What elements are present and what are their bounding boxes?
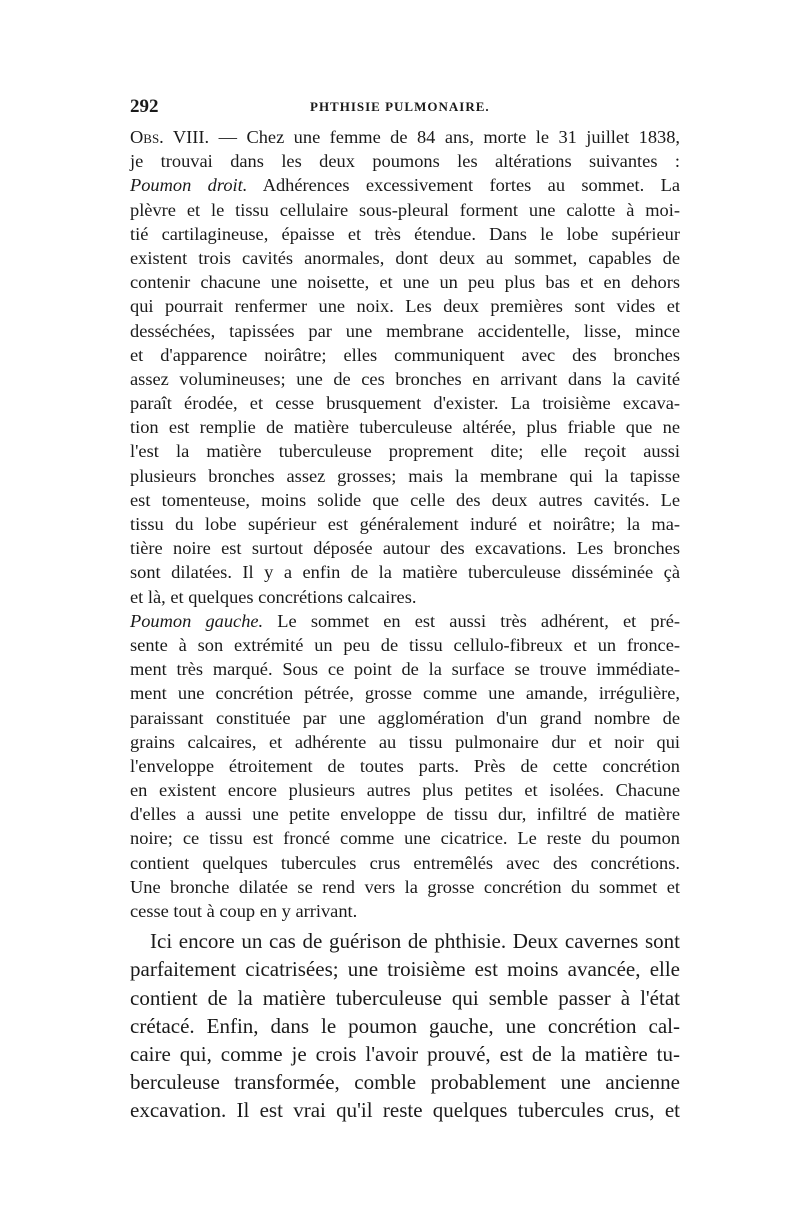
observation-line: [130, 367, 680, 391]
line-text: sente à son extrémité un peu de tissu cellulo-fibreux et un froncе-: [130, 634, 680, 655]
observation-line: [130, 609, 680, 633]
observation-line: [130, 222, 680, 246]
line-text: et là, et quelques concrétions calcaires.: [130, 586, 417, 607]
observation-line: [130, 536, 680, 560]
conclusion-line: [130, 955, 680, 983]
observation-line: [130, 585, 680, 609]
line-text: contient quelques tubercules crus entremêlés avec des concrétions.: [130, 852, 680, 873]
line-text: qui pourrait renfermer une noix. Les deux premières sont vides et: [130, 296, 680, 317]
conclusion-paragraph: [130, 927, 680, 1124]
line-text: — Chez une femme de 84 ans, morte le 31 juillet 1838,: [209, 127, 681, 147]
observation-line: [130, 826, 680, 850]
page-number: 292: [130, 96, 159, 117]
observation-line: [130, 294, 680, 318]
line-text: je trouvai dans les deux poumons les altérations suivantes :: [130, 151, 680, 172]
observation-line: [130, 439, 680, 463]
line-text: d'elles a aussi une petite enveloppe de tissu dur, infiltré de matière: [130, 804, 680, 825]
line-text: en existent encore plusieurs autres plus petites et isolées. Chacune: [130, 780, 680, 801]
observation-line: [130, 899, 680, 923]
observation-line: [130, 319, 680, 343]
observation-line: [130, 802, 680, 826]
page-header: [130, 96, 680, 126]
conclusion-line: [130, 1096, 680, 1124]
line-text: grains calcaires, et adhérente au tissu pulmonaire dur et noir qui: [130, 731, 680, 752]
line-text: paraît érodée, et cesse brusquement d'exister. La troisième excava-: [130, 393, 680, 414]
observation-line: [130, 730, 680, 754]
conclusion-line: [130, 1012, 680, 1040]
observation-line: [130, 415, 680, 439]
observation-line: [130, 488, 680, 512]
observation-line: [130, 246, 680, 270]
line-text: cesse tout à coup en y arrivant.: [130, 901, 358, 921]
observation-line: [130, 778, 680, 802]
observation-line: [130, 875, 680, 899]
line-text: Une bronche dilatée se rend vers la grosse concrétion du sommet et: [130, 876, 680, 897]
line-text: noire; ce tissu est froncé comme une cicatrice. Le reste du poumon: [130, 828, 680, 849]
line-text: Adhérences excessivement fortes au sommet. La: [247, 175, 680, 196]
observation-line: [130, 125, 680, 149]
section-heading: Poumon droit.: [130, 175, 248, 196]
line-text: l'est la matière tuberculeuse proprement dite; elle reçoit aussi: [130, 441, 680, 462]
observation-line: [130, 657, 680, 681]
line-text: plèvre et le tissu cellulaire sous-pleural forment une calotte à moi-: [130, 199, 680, 220]
observation-line: [130, 464, 680, 488]
conclusion-line: [130, 984, 680, 1012]
conclusion-line: [130, 927, 680, 955]
line-text: excavation. Il est vrai qu'il reste quelques tubercules crus, et: [130, 1098, 680, 1123]
observation-block: [130, 125, 680, 923]
observation-line: [130, 560, 680, 584]
line-text: ment une concrétion pétrée, grosse comme une amande, irrégulière,: [130, 683, 680, 704]
line-text: sont dilatées. Il y a enfin de la matière tuberculeuse disséminée çà: [130, 562, 680, 583]
section-heading: Poumon gauche.: [130, 610, 264, 631]
observation-line: [130, 173, 680, 197]
line-text: paraissant constituée par une agglomération d'un grand nombre de: [130, 707, 680, 728]
line-text: parfaitement cicatrisées; une troisième est moins avancée, elle: [130, 957, 680, 982]
observation-line: [130, 681, 680, 705]
page-body: [130, 125, 680, 1125]
line-text: est tomenteuse, moins solide que celle des deux autres cavités. Le: [130, 489, 680, 510]
line-text: existent trois cavités anormales, dont deux au sommet, capables de: [130, 247, 680, 268]
line-text: ment très marqué. Sous ce point de la surface se trouve immédiate-: [130, 659, 680, 680]
line-text: tissu du lobe supérieur est généralement induré et noirâtre; la ma-: [130, 514, 680, 534]
observation-line: [130, 633, 680, 657]
line-text: contenir chacune une noisette, et une un peu plus bas et en dehors: [130, 272, 680, 293]
observation-line: [130, 754, 680, 778]
line-text: Le sommet en est aussi très adhérent, et pré-: [263, 610, 680, 631]
line-text: Ici encore un cas de guérison de phthisie. Deux cavernes sont: [150, 929, 680, 954]
observation-line: [130, 512, 680, 536]
line-text: tié cartilagineuse, épaisse et très étendue. Dans le lobe supérieur: [130, 223, 680, 244]
observation-label: Obs. VIII.: [130, 127, 210, 147]
line-text: desséchées, tapissées par une membrane accidentelle, lisse, mince: [130, 320, 680, 341]
running-title: PHTHISIE PULMONAIRE.: [310, 99, 490, 114]
line-text: caire qui, comme je crois l'avoir prouvé, est de la matière tu-: [130, 1041, 680, 1066]
observation-line: [130, 149, 680, 173]
observation-line: [130, 851, 680, 875]
line-text: assez volumineuses; une de ces bronches en arrivant dans la cavité: [130, 368, 680, 389]
observation-line: [130, 391, 680, 415]
line-text: crétacé. Enfin, dans le poumon gauche, une concrétion cal-: [130, 1013, 680, 1038]
observation-line: [130, 270, 680, 294]
line-text: l'enveloppe étroitement de toutes parts. Près de cette concrétion: [130, 755, 680, 776]
conclusion-line: [130, 1068, 680, 1096]
observation-line: [130, 343, 680, 367]
line-text: tière noire est surtout déposée autour des excavations. Les bronches: [130, 538, 680, 559]
conclusion-line: [130, 1040, 680, 1068]
line-text: berculeuse transformée, comble probablement une ancienne: [130, 1070, 680, 1095]
line-text: plusieurs bronches assez grosses; mais la membrane qui la tapisse: [130, 465, 680, 486]
observation-line: [130, 198, 680, 222]
observation-line: [130, 706, 680, 730]
line-text: contient de la matière tuberculeuse qui semble passer à l'état: [130, 985, 680, 1010]
line-text: tion est remplie de matière tuberculeuse altérée, plus friable que ne: [130, 417, 680, 438]
line-text: et d'apparence noirâtre; elles communiquent avec des bronches: [130, 344, 680, 365]
